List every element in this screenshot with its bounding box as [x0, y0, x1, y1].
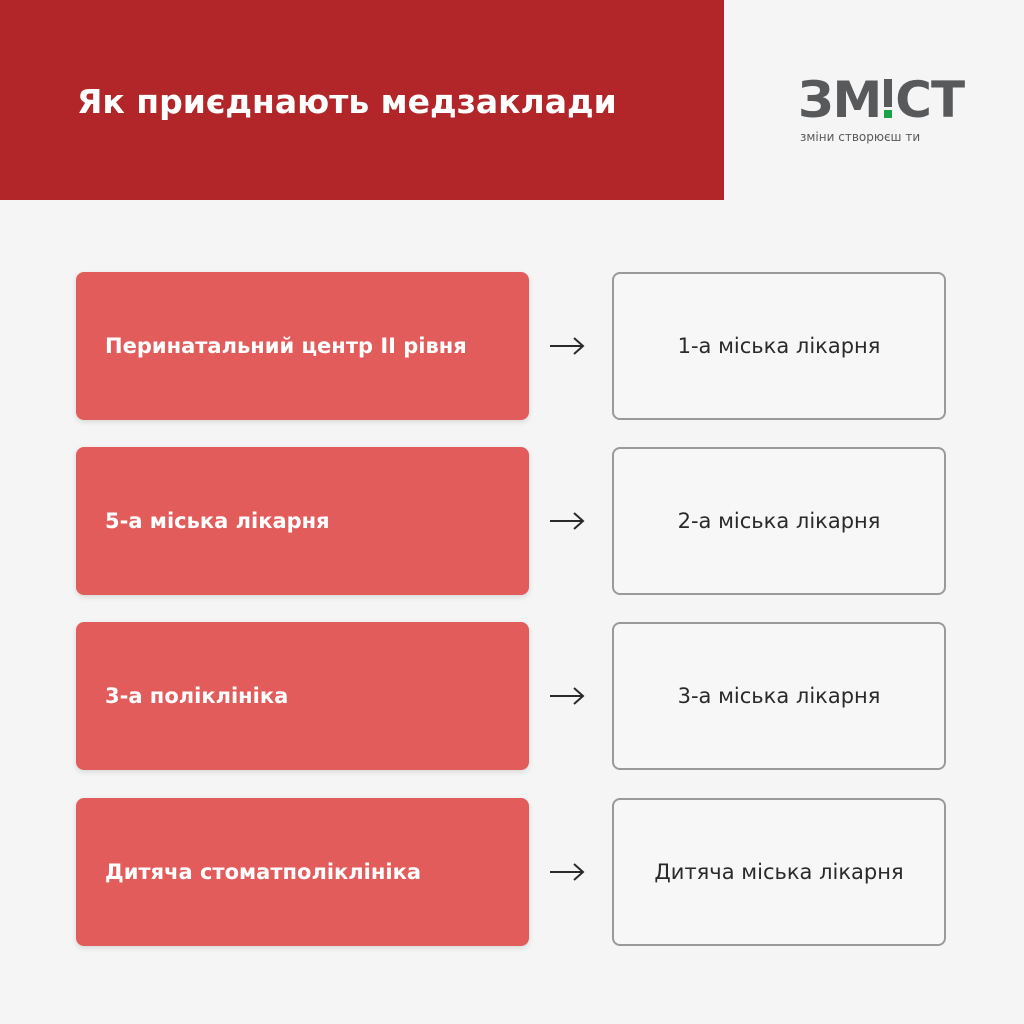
- logo-tagline: зміни створюєш ти: [800, 130, 921, 144]
- merger-target-label: Дитяча міська лікарня: [654, 860, 904, 884]
- merger-source-box: [76, 447, 529, 595]
- merger-target-box: [612, 798, 946, 946]
- logo-wordmark: [798, 72, 964, 128]
- logo-green-dot-icon: [884, 110, 892, 118]
- merger-target-box: [612, 447, 946, 595]
- merger-target-label: 2-а міська лікарня: [677, 509, 881, 533]
- merger-source-label: 5-а міська лікарня: [105, 509, 330, 533]
- arrow-right-icon: [549, 686, 585, 706]
- logo-word-right: СТ: [895, 71, 965, 129]
- merger-source-label: Перинатальний центр ІІ рівня: [105, 334, 467, 358]
- merger-source-box: [76, 622, 529, 770]
- logo-exclamation-icon: [882, 72, 894, 128]
- merger-source-label: Дитяча стоматполіклініка: [105, 860, 422, 884]
- merger-source-box: [76, 798, 529, 946]
- arrow-right-icon: [549, 511, 585, 531]
- merger-source-label: 3-а поліклініка: [105, 684, 289, 708]
- merger-target-box: [612, 622, 946, 770]
- zmist-logo: [798, 71, 965, 152]
- merger-source-box: [76, 272, 529, 420]
- merger-target-box: [612, 272, 946, 420]
- arrow-right-icon: [549, 336, 585, 356]
- logo-word-left: ЗМ: [798, 71, 882, 129]
- page-title: Як приєднають медзаклади: [77, 82, 617, 121]
- merger-target-label: 1-а міська лікарня: [677, 334, 881, 358]
- arrow-right-icon: [549, 862, 585, 882]
- merger-target-label: 3-а міська лікарня: [677, 684, 881, 708]
